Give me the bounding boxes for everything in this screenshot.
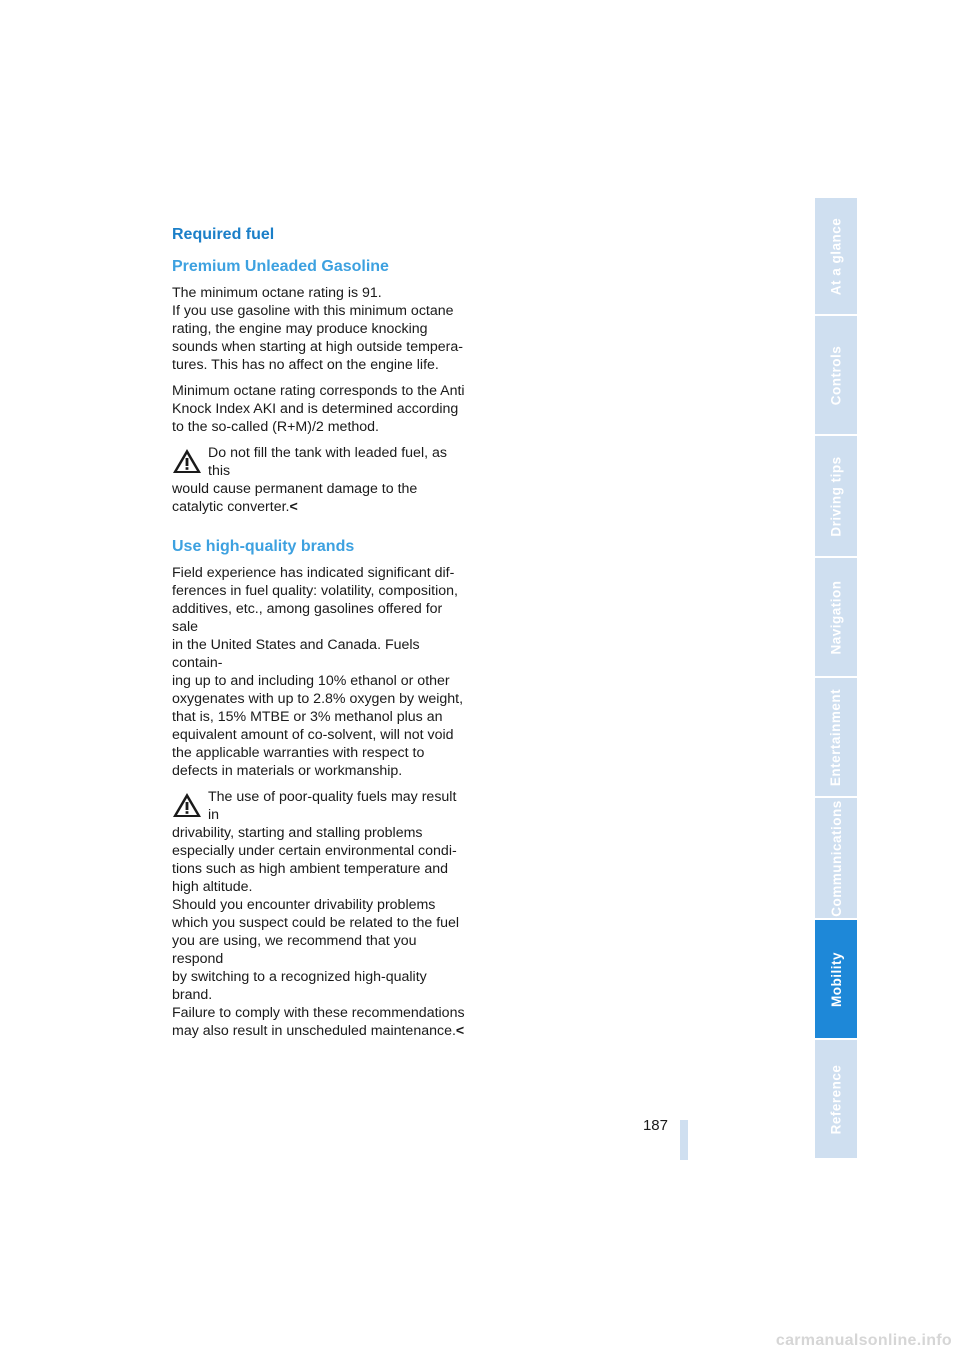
chapter-tabs [815,198,857,1160]
tab-at-a-glance[interactable] [815,198,857,316]
tab-label: Reference [828,1064,844,1134]
tab-communications[interactable] [815,798,857,920]
warning-triangle-icon [172,448,202,474]
brands-paragraph-1: Field experience has indicated significant dif- ferences in fuel quality: volatility, composition, additives, etc., among gasolines offered for sale in the United States and Canada. Fuels contain- ing up to and including 10% ethanol or other oxygenates with up to 2.8% oxygen by weight, that is, 15% MTBE or 3% methanol plus an equivalent amount of co-solvent, will not void the applicable warranties with respect to defects in materials or workmanship. [172,565,464,779]
leaded-fuel-warning-text: Do not fill the tank with leaded fuel, as this would cause permanent damage to the catalytic converter. [172,445,447,515]
poor-fuel-warning-text: The use of poor-quality fuels may result in drivability, starting and stalling problems especially under certain environmental condi- tions such as high ambient temperature and high altitude. Should you encounter drivability problems which you suspect could be related to the fuel you are using, we recommend that you respond by switching to a recognized high-quality brand. Failure to comply with these recommendations may also result in unscheduled maintenance. [172,789,465,1039]
tab-entertainment[interactable] [815,678,857,798]
section-title: Required fuel [172,226,275,243]
tab-controls[interactable] [815,316,857,436]
premium-gasoline-heading: Premium Unleaded Gasoline [172,258,389,275]
page-number: 187 [642,1117,668,1134]
tab-label: Controls [828,345,844,405]
tab-label: Entertainment [828,688,844,786]
tab-label: Driving tips [828,455,844,537]
tab-mobility[interactable] [815,920,857,1040]
tab-label: Mobility [828,951,844,1007]
leaded-fuel-warning [172,444,468,516]
warning-triangle-icon [172,792,202,818]
page-number-bar [680,1120,688,1160]
poor-fuel-warning [172,788,468,1040]
tab-navigation[interactable] [815,558,857,678]
premium-paragraph-1: The minimum octane rating is 91. If you use gasoline with this minimum octane rating, the engine may produce knocking sounds when starting at high outside tempera- tures. This has no affect on the engine life. [172,285,464,373]
end-mark: < [289,499,298,515]
tab-label: Navigation [828,579,844,655]
tab-reference[interactable] [815,1040,857,1160]
page-content [172,226,468,1048]
tab-label: At a glance [828,217,844,295]
end-mark: < [455,1023,465,1039]
tab-driving-tips[interactable] [815,436,857,558]
quality-brands-heading: Use high-quality brands [172,538,355,555]
watermark: carmanualsonline.info [775,1332,952,1349]
tab-label: Communications [828,799,844,917]
premium-paragraph-2: Minimum octane rating corresponds to the Anti Knock Index AKI and is determined according to the so-called (R+M)/2 method. [172,383,465,435]
